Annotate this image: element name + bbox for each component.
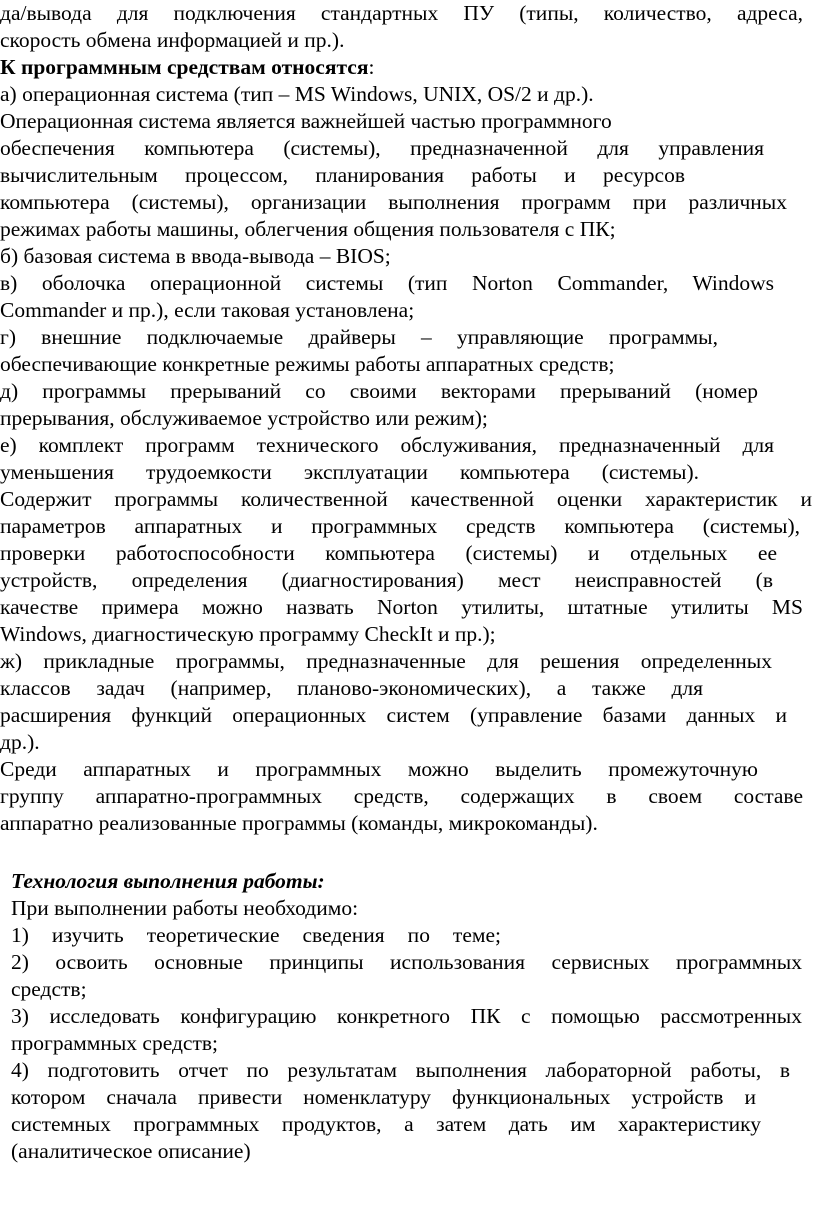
text-line: [0, 216, 816, 243]
software-heading: К программным средствам относятся: [0, 55, 369, 79]
text-line: [0, 432, 816, 459]
text-line: [0, 189, 816, 216]
text-line-content: группу аппаратно-программных средств, содержащих в своем составе: [0, 784, 803, 808]
text-line: [0, 162, 816, 189]
text-line-content: Содержит программы количественной качественной оценки характеристик и: [0, 487, 812, 511]
text-line-content: классов задач (например, планово-экономических), а также для: [0, 676, 703, 700]
list-item: [0, 949, 816, 976]
text-line-content: системных программных продуктов, а затем дать им характеристику: [11, 1112, 761, 1136]
text-line: [0, 378, 816, 405]
text-line: [0, 895, 816, 922]
section-heading-line: [0, 868, 816, 895]
text-line: [0, 459, 816, 486]
text-line: [0, 756, 816, 783]
text-line: [0, 135, 816, 162]
text-line-content: обеспечения компьютера (системы), предназначенной для управления: [0, 136, 764, 160]
text-line-content: е) комплект программ технического обслуживания, предназначенный для: [0, 433, 774, 457]
text-line-content: скорость обмена информацией и пр.).: [0, 28, 345, 52]
text-line-content: аппаратно реализованные программы (команды, микрокоманды).: [0, 811, 598, 835]
list-item: [0, 1138, 816, 1165]
heading-colon: :: [368, 55, 375, 79]
text-line: [0, 351, 816, 378]
text-line: [0, 783, 816, 810]
text-line-content: вычислительным процессом, планирования работы и ресурсов: [0, 163, 685, 187]
text-line-content: 3) исследовать конфигурацию конкретного ПК с помощью рассмотренных: [11, 1004, 802, 1028]
text-line: [0, 297, 816, 324]
text-line-content: Windows, диагностическую программу CheckIt и пр.);: [0, 622, 496, 646]
text-line-content: прерывания, обслуживаемое устройство или режим);: [0, 406, 488, 430]
text-line: [0, 0, 816, 27]
list-item: [0, 1003, 816, 1030]
text-line-content: проверки работоспособности компьютера (системы) и отдельных ее: [0, 541, 777, 565]
list-item: [0, 1030, 816, 1057]
text-line-content: качестве примера можно назвать Norton утилиты, штатные утилиты MS: [0, 595, 803, 619]
text-line-content: Операционная система является важнейшей частью программного: [0, 109, 612, 133]
text-line-content: Среди аппаратных и программных можно выделить промежуточную: [0, 757, 758, 781]
text-line: [0, 243, 816, 270]
text-line: [0, 729, 816, 756]
text-line-content: параметров аппаратных и программных средств компьютера (системы),: [0, 514, 800, 538]
text-line: [0, 405, 816, 432]
text-line: [0, 648, 816, 675]
text-line-content: в) оболочка операционной системы (тип Norton Commander, Windows: [0, 271, 774, 295]
text-line-content: уменьшения трудоемкости эксплуатации компьютера (системы).: [0, 460, 699, 484]
text-line-content: (аналитическое описание): [11, 1139, 251, 1163]
text-line: [0, 567, 816, 594]
text-line-content: др.).: [0, 730, 40, 754]
tech-heading: Технология выполнения работы:: [11, 869, 325, 893]
list-item: [0, 1084, 816, 1111]
text-line: [0, 108, 816, 135]
list-item: [0, 976, 816, 1003]
text-line-content: При выполнении работы необходимо:: [11, 896, 359, 920]
text-line-content: средств;: [11, 977, 87, 1001]
text-line: [0, 486, 816, 513]
text-line-content: 1) изучить теоретические сведения по теме;: [11, 923, 501, 947]
text-line-content: компьютера (системы), организации выполнения программ при различных: [0, 190, 787, 214]
text-line: [0, 513, 816, 540]
text-line-content: г) внешние подключаемые драйверы – управляющие программы,: [0, 325, 718, 349]
text-line: [0, 27, 816, 54]
text-line: [0, 810, 816, 837]
text-line-content: ж) прикладные программы, предназначенные для решения определенных: [0, 649, 772, 673]
text-line-content: а) операционная система (тип – MS Windows, UNIX, OS/2 и др.).: [0, 82, 594, 106]
list-item: [0, 1057, 816, 1084]
section-heading-line: [0, 54, 816, 81]
text-line-content: б) базовая система в ввода-вывода – BIOS;: [0, 244, 391, 268]
text-line: [0, 81, 816, 108]
list-item: [0, 1111, 816, 1138]
section-heading: [0, 54, 374, 81]
text-line-content: д) программы прерываний со своими векторами прерываний (номер: [0, 379, 758, 403]
text-line-content: устройств, определения (диагностирования) мест неисправностей (в: [0, 568, 773, 592]
text-line-content: обеспечивающие конкретные режимы работы аппаратных средств;: [0, 352, 615, 376]
text-line: [0, 594, 816, 621]
text-line-content: программных средств;: [11, 1031, 218, 1055]
text-line: [0, 324, 816, 351]
text-line: [0, 270, 816, 297]
text-line: [0, 675, 816, 702]
text-line-content: да/вывода для подключения стандартных ПУ (типы, количество, адреса,: [0, 1, 803, 25]
text-line-content: котором сначала привести номенклатуру функциональных устройств и: [11, 1085, 756, 1109]
text-line-content: расширения функций операционных систем (управление базами данных и: [0, 703, 787, 727]
text-line: [0, 621, 816, 648]
text-line-content: режимах работы машины, облегчения общения пользователя с ПК;: [0, 217, 616, 241]
text-line-content: Commander и пр.), если таковая установлена;: [0, 298, 415, 322]
text-line-content: 4) подготовить отчет по результатам выполнения лабораторной работы, в: [11, 1058, 790, 1082]
text-line: [0, 702, 816, 729]
text-line-content: 2) освоить основные принципы использования сервисных программных: [11, 950, 802, 974]
list-item: [0, 922, 816, 949]
text-line: [0, 540, 816, 567]
